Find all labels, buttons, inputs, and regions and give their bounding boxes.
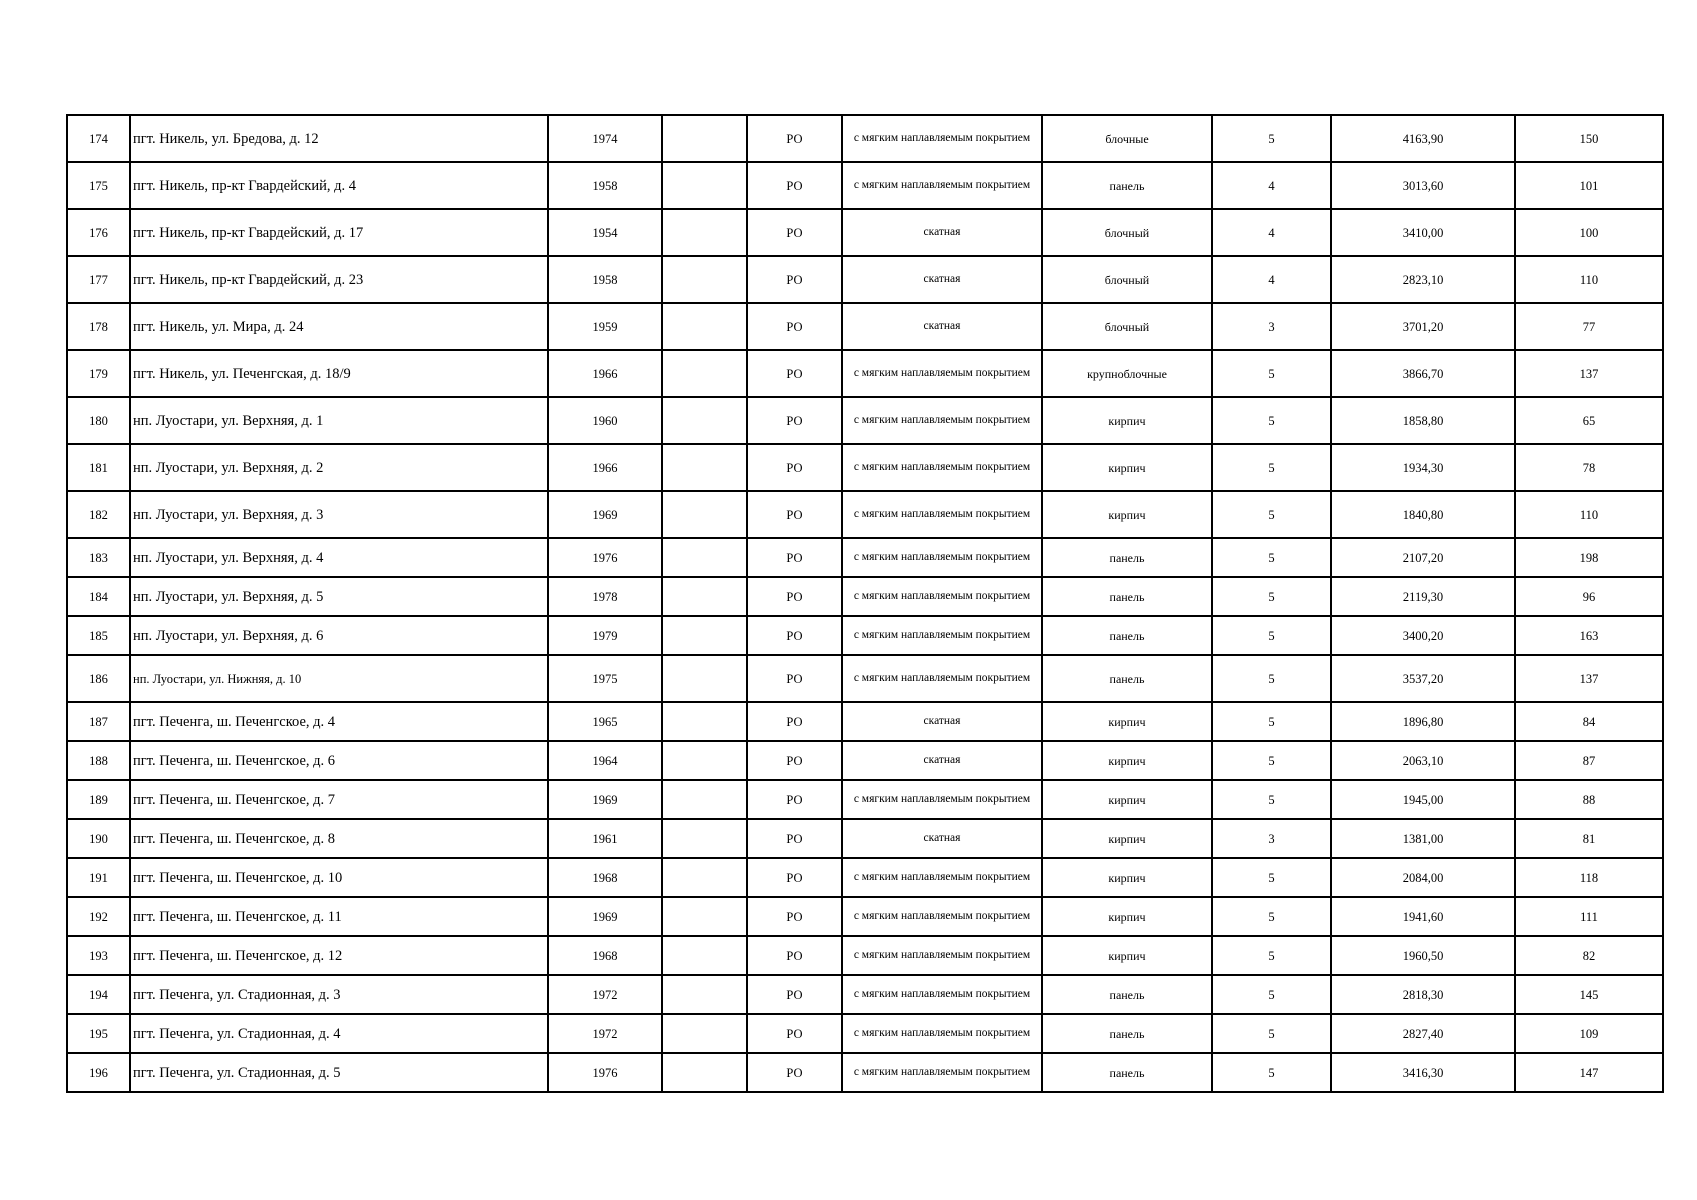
wall-material-cell: панель bbox=[1042, 577, 1212, 616]
wall-material-cell: кирпич bbox=[1042, 444, 1212, 491]
floors-cell: 5 bbox=[1212, 975, 1331, 1014]
wall-material-cell: кирпич bbox=[1042, 936, 1212, 975]
empty-cell bbox=[662, 1053, 747, 1092]
address-cell: пгт. Печенга, ш. Печенгское, д. 10 bbox=[130, 858, 548, 897]
table-row bbox=[67, 444, 1663, 491]
address-cell: пгт. Никель, ул. Мира, д. 24 bbox=[130, 303, 548, 350]
wall-material-cell: кирпич bbox=[1042, 780, 1212, 819]
wall-material-cell: панель bbox=[1042, 1014, 1212, 1053]
year-built-cell: 1964 bbox=[548, 741, 662, 780]
table-row bbox=[67, 538, 1663, 577]
row-number-cell: 178 bbox=[67, 303, 130, 350]
area-cell: 1381,00 bbox=[1331, 819, 1515, 858]
row-number-cell: 191 bbox=[67, 858, 130, 897]
residents-cell: 81 bbox=[1515, 819, 1663, 858]
empty-cell bbox=[662, 491, 747, 538]
fund-type-cell: РО bbox=[747, 702, 842, 741]
empty-cell bbox=[662, 936, 747, 975]
table-row bbox=[67, 780, 1663, 819]
address-cell: пгт. Никель, пр-кт Гвардейский, д. 4 bbox=[130, 162, 548, 209]
area-cell: 3701,20 bbox=[1331, 303, 1515, 350]
address-cell: пгт. Никель, ул. Печенгская, д. 18/9 bbox=[130, 350, 548, 397]
fund-type-cell: РО bbox=[747, 538, 842, 577]
row-number-cell: 175 bbox=[67, 162, 130, 209]
year-built-cell: 1978 bbox=[548, 577, 662, 616]
residents-cell: 77 bbox=[1515, 303, 1663, 350]
roof-type-cell: с мягким наплавляемым покрытием bbox=[842, 780, 1042, 819]
table-row bbox=[67, 350, 1663, 397]
floors-cell: 5 bbox=[1212, 115, 1331, 162]
residents-cell: 88 bbox=[1515, 780, 1663, 819]
roof-type-cell: с мягким наплавляемым покрытием bbox=[842, 538, 1042, 577]
area-cell: 3866,70 bbox=[1331, 350, 1515, 397]
address-cell: нп. Луостари, ул. Верхняя, д. 5 bbox=[130, 577, 548, 616]
floors-cell: 5 bbox=[1212, 1053, 1331, 1092]
roof-type-cell: с мягким наплавляемым покрытием bbox=[842, 162, 1042, 209]
address-cell: пгт. Печенга, ул. Стадионная, д. 3 bbox=[130, 975, 548, 1014]
year-built-cell: 1969 bbox=[548, 491, 662, 538]
floors-cell: 5 bbox=[1212, 616, 1331, 655]
year-built-cell: 1958 bbox=[548, 256, 662, 303]
row-number-cell: 194 bbox=[67, 975, 130, 1014]
fund-type-cell: РО bbox=[747, 897, 842, 936]
year-built-cell: 1974 bbox=[548, 115, 662, 162]
address-cell: пгт. Печенга, ш. Печенгское, д. 12 bbox=[130, 936, 548, 975]
address-cell: пгт. Никель, ул. Бредова, д. 12 bbox=[130, 115, 548, 162]
floors-cell: 4 bbox=[1212, 162, 1331, 209]
year-built-cell: 1976 bbox=[548, 538, 662, 577]
fund-type-cell: РО bbox=[747, 444, 842, 491]
table-row bbox=[67, 975, 1663, 1014]
floors-cell: 5 bbox=[1212, 655, 1331, 702]
empty-cell bbox=[662, 303, 747, 350]
table-row bbox=[67, 115, 1663, 162]
floors-cell: 5 bbox=[1212, 350, 1331, 397]
table-row bbox=[67, 655, 1663, 702]
empty-cell bbox=[662, 655, 747, 702]
year-built-cell: 1972 bbox=[548, 975, 662, 1014]
address-cell: нп. Луостари, ул. Верхняя, д. 3 bbox=[130, 491, 548, 538]
table-row bbox=[67, 819, 1663, 858]
year-built-cell: 1965 bbox=[548, 702, 662, 741]
wall-material-cell: блочный bbox=[1042, 209, 1212, 256]
area-cell: 1960,50 bbox=[1331, 936, 1515, 975]
residents-cell: 110 bbox=[1515, 491, 1663, 538]
wall-material-cell: панель bbox=[1042, 655, 1212, 702]
area-cell: 4163,90 bbox=[1331, 115, 1515, 162]
row-number-cell: 196 bbox=[67, 1053, 130, 1092]
floors-cell: 5 bbox=[1212, 491, 1331, 538]
table-row bbox=[67, 741, 1663, 780]
row-number-cell: 185 bbox=[67, 616, 130, 655]
address-cell: нп. Луостари, ул. Верхняя, д. 1 bbox=[130, 397, 548, 444]
area-cell: 3400,20 bbox=[1331, 616, 1515, 655]
fund-type-cell: РО bbox=[747, 162, 842, 209]
area-cell: 3013,60 bbox=[1331, 162, 1515, 209]
residents-cell: 145 bbox=[1515, 975, 1663, 1014]
floors-cell: 5 bbox=[1212, 577, 1331, 616]
roof-type-cell: с мягким наплавляемым покрытием bbox=[842, 350, 1042, 397]
year-built-cell: 1976 bbox=[548, 1053, 662, 1092]
residents-cell: 111 bbox=[1515, 897, 1663, 936]
residents-cell: 82 bbox=[1515, 936, 1663, 975]
wall-material-cell: блочный bbox=[1042, 256, 1212, 303]
address-cell: пгт. Никель, пр-кт Гвардейский, д. 17 bbox=[130, 209, 548, 256]
row-number-cell: 189 bbox=[67, 780, 130, 819]
address-cell: нп. Луостари, ул. Верхняя, д. 6 bbox=[130, 616, 548, 655]
empty-cell bbox=[662, 538, 747, 577]
floors-cell: 3 bbox=[1212, 819, 1331, 858]
area-cell: 3416,30 bbox=[1331, 1053, 1515, 1092]
floors-cell: 4 bbox=[1212, 209, 1331, 256]
row-number-cell: 195 bbox=[67, 1014, 130, 1053]
roof-type-cell: с мягким наплавляемым покрытием bbox=[842, 975, 1042, 1014]
empty-cell bbox=[662, 209, 747, 256]
residents-cell: 198 bbox=[1515, 538, 1663, 577]
area-cell: 1896,80 bbox=[1331, 702, 1515, 741]
fund-type-cell: РО bbox=[747, 1014, 842, 1053]
row-number-cell: 181 bbox=[67, 444, 130, 491]
empty-cell bbox=[662, 162, 747, 209]
residents-cell: 96 bbox=[1515, 577, 1663, 616]
table-row bbox=[67, 491, 1663, 538]
address-cell: пгт. Печенга, ш. Печенгское, д. 7 bbox=[130, 780, 548, 819]
floors-cell: 5 bbox=[1212, 444, 1331, 491]
floors-cell: 5 bbox=[1212, 858, 1331, 897]
year-built-cell: 1961 bbox=[548, 819, 662, 858]
table-row bbox=[67, 397, 1663, 444]
empty-cell bbox=[662, 577, 747, 616]
residents-cell: 137 bbox=[1515, 655, 1663, 702]
year-built-cell: 1966 bbox=[548, 444, 662, 491]
floors-cell: 5 bbox=[1212, 741, 1331, 780]
roof-type-cell: с мягким наплавляемым покрытием bbox=[842, 577, 1042, 616]
year-built-cell: 1960 bbox=[548, 397, 662, 444]
roof-type-cell: с мягким наплавляемым покрытием bbox=[842, 115, 1042, 162]
wall-material-cell: кирпич bbox=[1042, 858, 1212, 897]
roof-type-cell: с мягким наплавляемым покрытием bbox=[842, 1053, 1042, 1092]
area-cell: 2063,10 bbox=[1331, 741, 1515, 780]
floors-cell: 5 bbox=[1212, 397, 1331, 444]
floors-cell: 3 bbox=[1212, 303, 1331, 350]
fund-type-cell: РО bbox=[747, 975, 842, 1014]
wall-material-cell: кирпич bbox=[1042, 819, 1212, 858]
floors-cell: 5 bbox=[1212, 702, 1331, 741]
area-cell: 1934,30 bbox=[1331, 444, 1515, 491]
address-cell: пгт. Печенга, ш. Печенгское, д. 8 bbox=[130, 819, 548, 858]
document-page bbox=[66, 114, 1662, 1093]
area-cell: 1840,80 bbox=[1331, 491, 1515, 538]
wall-material-cell: панель bbox=[1042, 1053, 1212, 1092]
roof-type-cell: скатная bbox=[842, 209, 1042, 256]
roof-type-cell: с мягким наплавляемым покрытием bbox=[842, 616, 1042, 655]
roof-type-cell: скатная bbox=[842, 702, 1042, 741]
row-number-cell: 187 bbox=[67, 702, 130, 741]
roof-type-cell: скатная bbox=[842, 256, 1042, 303]
floors-cell: 5 bbox=[1212, 538, 1331, 577]
wall-material-cell: панель bbox=[1042, 975, 1212, 1014]
year-built-cell: 1972 bbox=[548, 1014, 662, 1053]
roof-type-cell: с мягким наплавляемым покрытием bbox=[842, 1014, 1042, 1053]
fund-type-cell: РО bbox=[747, 616, 842, 655]
row-number-cell: 188 bbox=[67, 741, 130, 780]
residents-cell: 150 bbox=[1515, 115, 1663, 162]
residents-cell: 137 bbox=[1515, 350, 1663, 397]
fund-type-cell: РО bbox=[747, 397, 842, 444]
roof-type-cell: с мягким наплавляемым покрытием bbox=[842, 897, 1042, 936]
empty-cell bbox=[662, 780, 747, 819]
year-built-cell: 1958 bbox=[548, 162, 662, 209]
area-cell: 1941,60 bbox=[1331, 897, 1515, 936]
fund-type-cell: РО bbox=[747, 256, 842, 303]
roof-type-cell: скатная bbox=[842, 819, 1042, 858]
area-cell: 2823,10 bbox=[1331, 256, 1515, 303]
table-row bbox=[67, 1014, 1663, 1053]
empty-cell bbox=[662, 616, 747, 655]
row-number-cell: 176 bbox=[67, 209, 130, 256]
address-cell: пгт. Печенга, ш. Печенгское, д. 6 bbox=[130, 741, 548, 780]
roof-type-cell: скатная bbox=[842, 741, 1042, 780]
address-cell: пгт. Печенга, ул. Стадионная, д. 5 bbox=[130, 1053, 548, 1092]
address-cell: пгт. Печенга, ш. Печенгское, д. 4 bbox=[130, 702, 548, 741]
table-row bbox=[67, 577, 1663, 616]
row-number-cell: 180 bbox=[67, 397, 130, 444]
fund-type-cell: РО bbox=[747, 491, 842, 538]
row-number-cell: 177 bbox=[67, 256, 130, 303]
registry-body bbox=[67, 115, 1663, 1092]
area-cell: 3537,20 bbox=[1331, 655, 1515, 702]
row-number-cell: 179 bbox=[67, 350, 130, 397]
residents-cell: 163 bbox=[1515, 616, 1663, 655]
wall-material-cell: панель bbox=[1042, 538, 1212, 577]
empty-cell bbox=[662, 444, 747, 491]
wall-material-cell: кирпич bbox=[1042, 897, 1212, 936]
empty-cell bbox=[662, 397, 747, 444]
table-row bbox=[67, 162, 1663, 209]
row-number-cell: 192 bbox=[67, 897, 130, 936]
housing-registry-table bbox=[66, 114, 1664, 1093]
wall-material-cell: панель bbox=[1042, 162, 1212, 209]
empty-cell bbox=[662, 702, 747, 741]
empty-cell bbox=[662, 858, 747, 897]
fund-type-cell: РО bbox=[747, 780, 842, 819]
roof-type-cell: скатная bbox=[842, 303, 1042, 350]
row-number-cell: 182 bbox=[67, 491, 130, 538]
table-row bbox=[67, 858, 1663, 897]
fund-type-cell: РО bbox=[747, 115, 842, 162]
year-built-cell: 1968 bbox=[548, 858, 662, 897]
address-cell: пгт. Печенга, ш. Печенгское, д. 11 bbox=[130, 897, 548, 936]
empty-cell bbox=[662, 975, 747, 1014]
table-row bbox=[67, 936, 1663, 975]
row-number-cell: 174 bbox=[67, 115, 130, 162]
table-row bbox=[67, 303, 1663, 350]
wall-material-cell: кирпич bbox=[1042, 397, 1212, 444]
row-number-cell: 184 bbox=[67, 577, 130, 616]
wall-material-cell: кирпич bbox=[1042, 741, 1212, 780]
area-cell: 2119,30 bbox=[1331, 577, 1515, 616]
table-row bbox=[67, 702, 1663, 741]
floors-cell: 5 bbox=[1212, 897, 1331, 936]
floors-cell: 4 bbox=[1212, 256, 1331, 303]
floors-cell: 5 bbox=[1212, 1014, 1331, 1053]
fund-type-cell: РО bbox=[747, 741, 842, 780]
area-cell: 2084,00 bbox=[1331, 858, 1515, 897]
table-row bbox=[67, 897, 1663, 936]
year-built-cell: 1975 bbox=[548, 655, 662, 702]
fund-type-cell: РО bbox=[747, 209, 842, 256]
roof-type-cell: с мягким наплавляемым покрытием bbox=[842, 491, 1042, 538]
wall-material-cell: панель bbox=[1042, 616, 1212, 655]
fund-type-cell: РО bbox=[747, 350, 842, 397]
wall-material-cell: кирпич bbox=[1042, 491, 1212, 538]
year-built-cell: 1969 bbox=[548, 897, 662, 936]
area-cell: 3410,00 bbox=[1331, 209, 1515, 256]
empty-cell bbox=[662, 350, 747, 397]
fund-type-cell: РО bbox=[747, 819, 842, 858]
table-row bbox=[67, 1053, 1663, 1092]
area-cell: 2827,40 bbox=[1331, 1014, 1515, 1053]
year-built-cell: 1966 bbox=[548, 350, 662, 397]
address-cell: нп. Луостари, ул. Верхняя, д. 2 bbox=[130, 444, 548, 491]
roof-type-cell: с мягким наплавляемым покрытием bbox=[842, 444, 1042, 491]
empty-cell bbox=[662, 256, 747, 303]
wall-material-cell: крупноблочные bbox=[1042, 350, 1212, 397]
residents-cell: 147 bbox=[1515, 1053, 1663, 1092]
roof-type-cell: с мягким наплавляемым покрытием bbox=[842, 397, 1042, 444]
empty-cell bbox=[662, 897, 747, 936]
empty-cell bbox=[662, 819, 747, 858]
residents-cell: 109 bbox=[1515, 1014, 1663, 1053]
roof-type-cell: с мягким наплавляемым покрытием bbox=[842, 936, 1042, 975]
fund-type-cell: РО bbox=[747, 936, 842, 975]
residents-cell: 65 bbox=[1515, 397, 1663, 444]
residents-cell: 110 bbox=[1515, 256, 1663, 303]
empty-cell bbox=[662, 741, 747, 780]
row-number-cell: 186 bbox=[67, 655, 130, 702]
fund-type-cell: РО bbox=[747, 577, 842, 616]
empty-cell bbox=[662, 115, 747, 162]
year-built-cell: 1954 bbox=[548, 209, 662, 256]
floors-cell: 5 bbox=[1212, 780, 1331, 819]
roof-type-cell: с мягким наплавляемым покрытием bbox=[842, 858, 1042, 897]
address-cell: нп. Луостари, ул. Верхняя, д. 4 bbox=[130, 538, 548, 577]
residents-cell: 118 bbox=[1515, 858, 1663, 897]
empty-cell bbox=[662, 1014, 747, 1053]
fund-type-cell: РО bbox=[747, 858, 842, 897]
wall-material-cell: блочные bbox=[1042, 115, 1212, 162]
area-cell: 1945,00 bbox=[1331, 780, 1515, 819]
year-built-cell: 1959 bbox=[548, 303, 662, 350]
residents-cell: 101 bbox=[1515, 162, 1663, 209]
residents-cell: 100 bbox=[1515, 209, 1663, 256]
roof-type-cell: с мягким наплавляемым покрытием bbox=[842, 655, 1042, 702]
wall-material-cell: кирпич bbox=[1042, 702, 1212, 741]
row-number-cell: 190 bbox=[67, 819, 130, 858]
table-row bbox=[67, 209, 1663, 256]
residents-cell: 78 bbox=[1515, 444, 1663, 491]
residents-cell: 84 bbox=[1515, 702, 1663, 741]
fund-type-cell: РО bbox=[747, 655, 842, 702]
address-cell: нп. Луостари, ул. Нижняя, д. 10 bbox=[130, 655, 548, 702]
address-cell: пгт. Печенга, ул. Стадионная, д. 4 bbox=[130, 1014, 548, 1053]
address-cell: пгт. Никель, пр-кт Гвардейский, д. 23 bbox=[130, 256, 548, 303]
year-built-cell: 1968 bbox=[548, 936, 662, 975]
table-row bbox=[67, 256, 1663, 303]
table-row bbox=[67, 616, 1663, 655]
area-cell: 1858,80 bbox=[1331, 397, 1515, 444]
year-built-cell: 1969 bbox=[548, 780, 662, 819]
wall-material-cell: блочный bbox=[1042, 303, 1212, 350]
year-built-cell: 1979 bbox=[548, 616, 662, 655]
area-cell: 2818,30 bbox=[1331, 975, 1515, 1014]
residents-cell: 87 bbox=[1515, 741, 1663, 780]
row-number-cell: 193 bbox=[67, 936, 130, 975]
fund-type-cell: РО bbox=[747, 1053, 842, 1092]
fund-type-cell: РО bbox=[747, 303, 842, 350]
row-number-cell: 183 bbox=[67, 538, 130, 577]
area-cell: 2107,20 bbox=[1331, 538, 1515, 577]
floors-cell: 5 bbox=[1212, 936, 1331, 975]
